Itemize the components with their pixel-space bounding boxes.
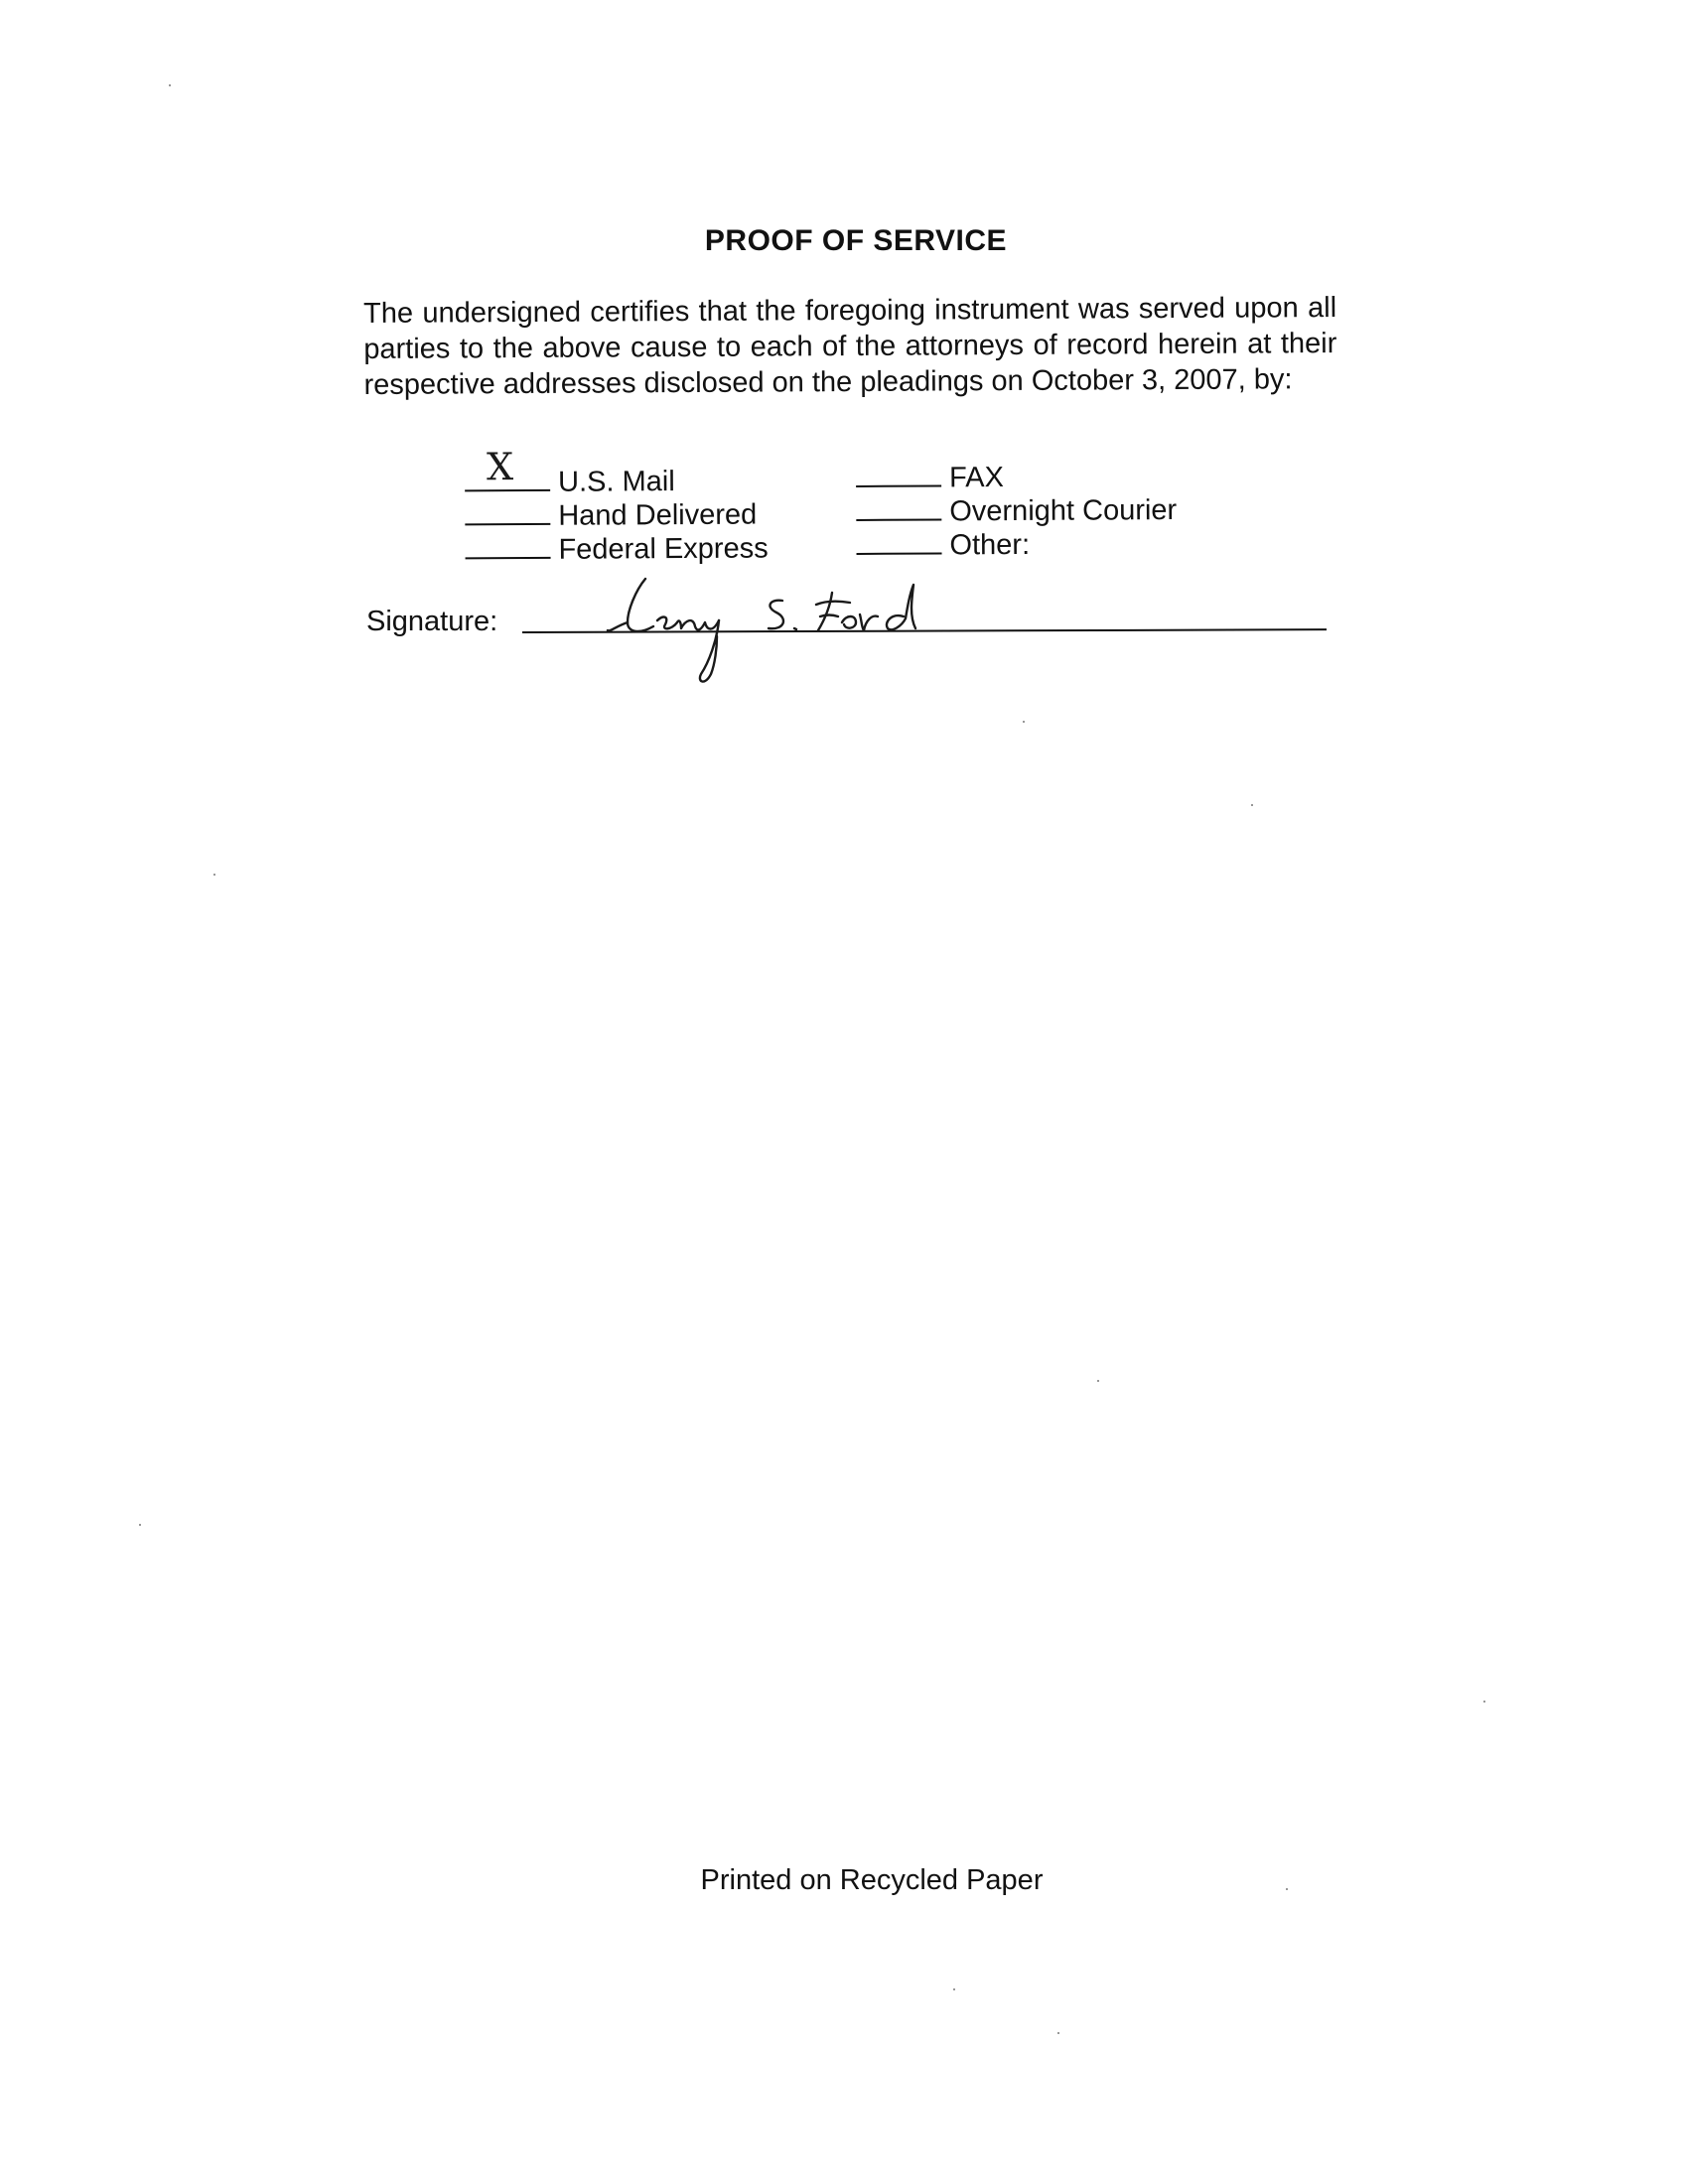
method-label: FAX [948, 462, 1004, 494]
method-blank [856, 528, 941, 555]
scan-speck [213, 874, 215, 876]
scan-speck [1286, 1888, 1288, 1890]
certification-paragraph: The undersigned certifies that the foregoing instrument was served upon all parties to the above cause to each of the attorneys of record herein at their respective addresses disclosed on the pleadings on October 3, 2007, by: [363, 292, 1337, 401]
scan-speck [1483, 1701, 1485, 1703]
method-us-mail [465, 445, 675, 499]
recycled-paper-footer: Printed on Recycled Paper [700, 1864, 1044, 1896]
method-blank [465, 533, 550, 560]
checked-mark: X [486, 445, 514, 489]
method-label: Overnight Courier [949, 493, 1178, 528]
method-label: Federal Express [558, 532, 769, 566]
method-overnight-courier [856, 493, 1177, 529]
method-blank [465, 445, 550, 492]
handwritten-signature [606, 571, 933, 690]
scan-speck [1023, 721, 1025, 723]
method-blank [465, 499, 550, 526]
method-label: Other: [949, 528, 1031, 562]
method-hand-delivered [465, 498, 757, 534]
method-fax [856, 461, 1004, 495]
document-title: PROOF OF SERVICE [704, 224, 1008, 257]
method-label: U.S. Mail [558, 466, 675, 498]
scan-speck [1251, 804, 1253, 806]
method-blank [856, 494, 941, 521]
signature-label: Signature: [366, 606, 498, 637]
method-other [856, 528, 1030, 563]
method-blank [856, 461, 941, 487]
scan-speck [953, 1988, 955, 1990]
method-federal-express [465, 532, 768, 568]
scan-speck [1097, 1380, 1099, 1382]
scan-speck [1057, 2032, 1059, 2034]
scan-speck [169, 84, 171, 86]
scan-speck [139, 1524, 141, 1526]
method-label: Hand Delivered [558, 498, 758, 532]
